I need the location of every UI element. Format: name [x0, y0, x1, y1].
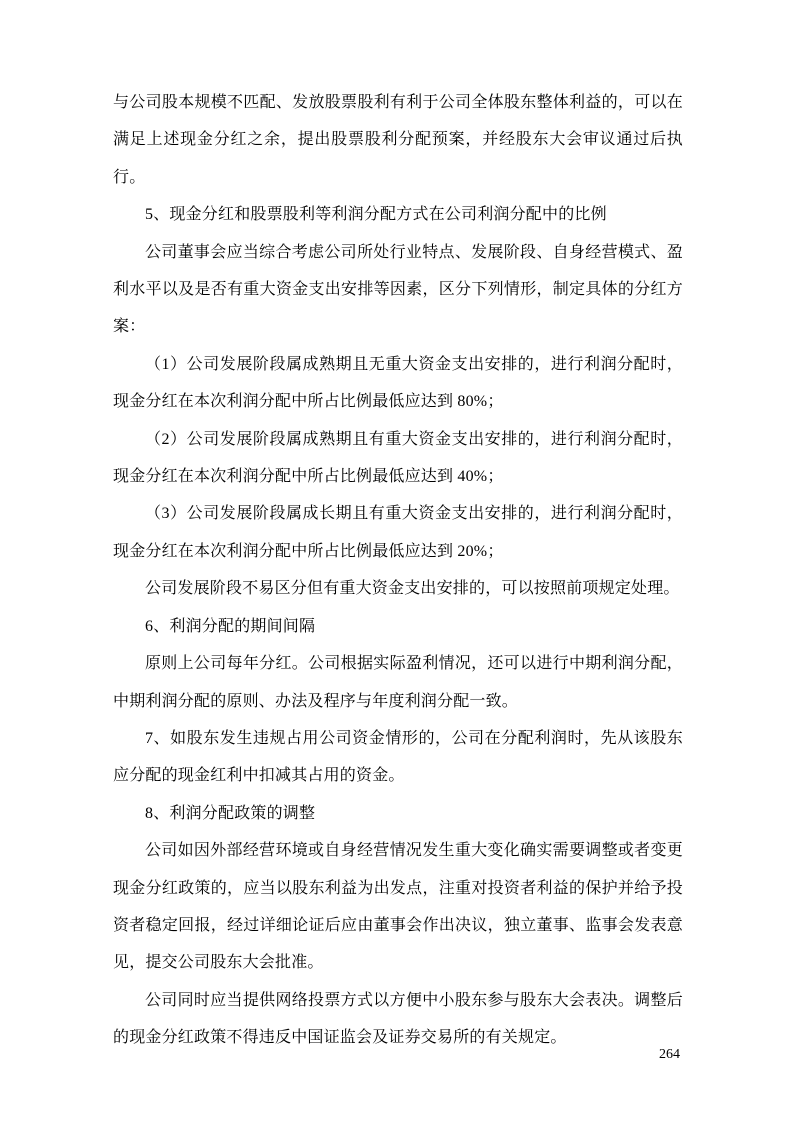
paragraph: 与公司股本规模不匹配、发放股票股利有利于公司全体股东整体利益的，可以在满足上述现金分红之余，提出股票股利分配预案，并经股东大会审议通过后执行。	[113, 94, 683, 186]
paragraph: 7、如股东发生违规占用公司资金情形的，公司在分配利润时，先从该股东应分配的现金红利中扣减其占用的资金。	[113, 729, 683, 785]
section-heading: 6、利润分配的期间间隔	[145, 617, 316, 635]
paragraph: 公司发展阶段不易区分但有重大资金支出安排的，可以按照前项规定处理。	[145, 580, 680, 598]
page-number: 264	[659, 1047, 680, 1062]
paragraph: （2）公司发展阶段属成熟期且有重大资金支出安排的，进行利润分配时，现金分红在本次利润分配中所占比例最低应达到 40%；	[113, 430, 683, 486]
section-heading: 5、现金分红和股票股利等利润分配方式在公司利润分配中的比例	[145, 206, 607, 224]
paragraph: 公司董事会应当综合考虑公司所处行业特点、发展阶段、自身经营模式、盈利水平以及是否有重大资金支出安排等因素，区分下列情形，制定具体的分红方案：	[113, 243, 683, 336]
paragraph: 公司如因外部经营环境或自身经营情况发生重大变化确实需要调整或者变更现金分红政策的，应当以股东利益为出发点，注重对投资者利益的保护并给予投资者稳定回报，经过详细论证后应由董事会作出决议，独立董事、监事会发表意见，提交公司股东大会批准。	[113, 842, 683, 972]
document-body	[113, 84, 683, 1057]
section-heading: 8、利润分配政策的调整	[145, 804, 316, 822]
paragraph: （3）公司发展阶段属成长期且有重大资金支出安排的，进行利润分配时，现金分红在本次利润分配中所占比例最低应达到 20%；	[113, 505, 683, 560]
paragraph: 原则上公司每年分红。公司根据实际盈利情况，还可以进行中期利润分配，中期利润分配的原则、办法及程序与年度利润分配一致。	[113, 655, 683, 710]
paragraph: （1）公司发展阶段属成熟期且无重大资金支出安排的，进行利润分配时，现金分红在本次利润分配中所占比例最低应达到 80%；	[113, 355, 683, 411]
paragraph: 公司同时应当提供网络投票方式以方便中小股东参与股东大会表决。调整后的现金分红政策不得违反中国证监会及证券交易所的有关规定。	[113, 991, 683, 1047]
